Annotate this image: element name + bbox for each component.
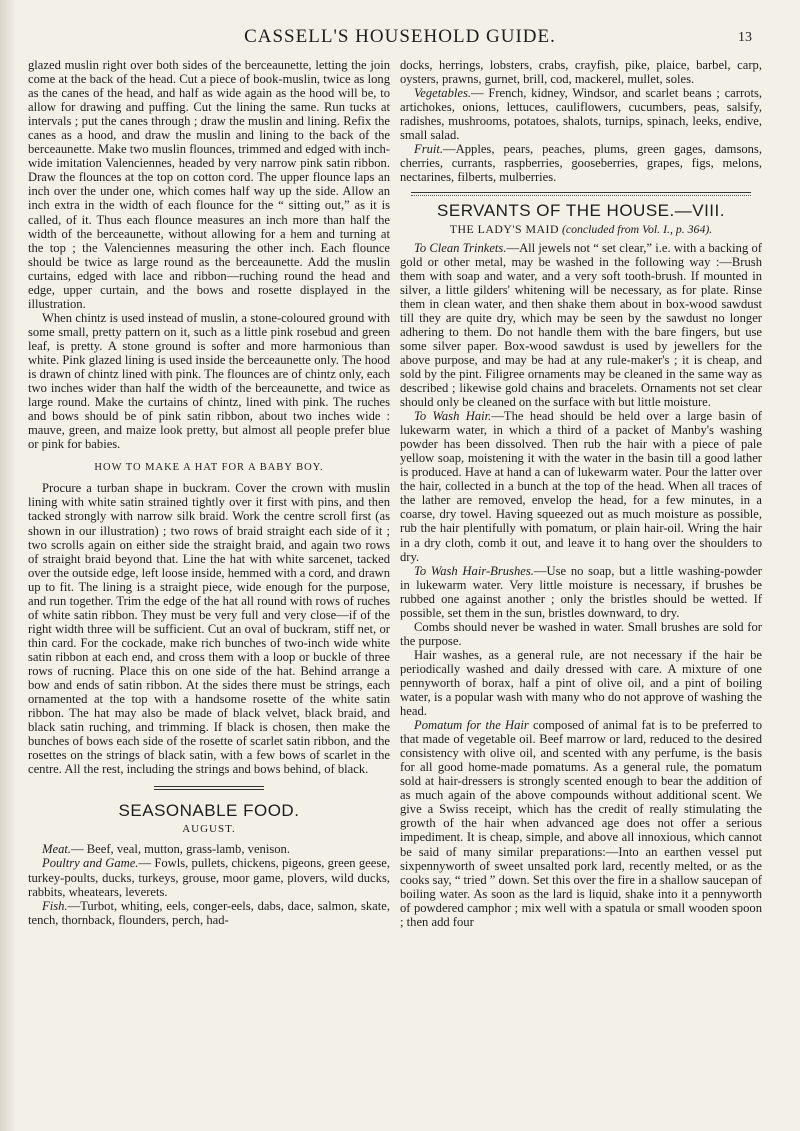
section-title-servants: SERVANTS OF THE HOUSE.—VIII. — [437, 201, 725, 221]
month-heading: AUGUST. — [182, 823, 236, 836]
paragraph: Procure a turban shape in buckram. Cover the crown with muslin lining with white satin strained tightly over it first with pins, and then tacked strongly with narrow silk braid. Work the centre scroll first (as shown in our illustration) ; two rows of braid straight each side of it ; two scrolls again on either side the straight braid, and again two rows of straight braid beyond that. Line the hat with white sarcenet, tacked over the outside edge, left loose inside, hemmed with a cord, and drawn up to fit. The lining is a straight piece, wide enough for the purpose, and run together. Trim the edge of the hat all round with rows of ruches of white satin ribbon. They must be very full and very close—if of the right width three will be sufficient. Cut an oval of buckram, stiff net, or thin card. For the cockade, make rich bunches of two-inch wide white satin ribbon at each end, and cross them with a loop or buckle of three rows of rucning. Place this on one side of the hat. Behind arrange a bow and ends of satin ribbon. At the sides there must be strings, each ornamented at the top with a handsome rosette of the white satin ribbon. The hat may also be made of black velvet, black braid, and black satin ruching, and trimming. If black is chosen, then make the bunches of bows each side of the rosette of scarlet satin ribbon, and the rosettes on the strings of black satin, with a few bows of scarlet in the centre. All the rest, including the strings and bows behind, of black. — [28, 481, 390, 777]
source-note: (concluded from Vol. I., p. 364). — [561, 222, 713, 237]
subsection-heading — [400, 222, 762, 236]
food-label: Vegetables. — [414, 86, 472, 101]
food-label: Poultry and Game. — [42, 856, 139, 871]
food-entry-fruit — [400, 142, 762, 184]
running-head — [0, 26, 800, 48]
entry-label: To Wash Hair. — [414, 409, 492, 424]
divider — [154, 786, 264, 790]
section-title-seasonable-food: SEASONABLE FOOD. — [118, 801, 300, 821]
food-entry-fish — [28, 899, 390, 927]
left-column — [28, 58, 390, 927]
running-title: CASSELL'S HOUSEHOLD GUIDE. — [244, 26, 556, 47]
paragraph: Hair washes, as a general rule, are not necessary if the hair be periodically washed and daily dressed with care. A mixture of one pennyworth of borax, half a pint of olive oil, and a pint of boiling water, is a popular wash with many who do not approve of washing the head. — [400, 647, 762, 719]
food-text: —Turbot, whiting, eels, conger-eels, dabs, dace, salmon, skate, tench, thornback, flounders, perch, had- — [28, 898, 390, 927]
entry-label: To Wash Hair-Brushes. — [414, 563, 534, 578]
food-entry-meat — [28, 842, 390, 856]
paragraph: glazed muslin right over both sides of the berceaunette, letting the join come at the back of the head. Cut a piece of book-muslin, twice as long as the canes of the head, and half as wide again as the hood will be, to allow for drawing and puffing. Cut the lining the same. Run tucks at intervals ; put the canes through ; draw the muslin and lining. Refix the canes as a hood, and draw the muslin and lining to the back of the berceaunette. Make two muslin flounces, trimmed and edged with inch-wide imitation Valenciennes, headed by very narrow pink satin ribbon. Draw the flounces at the top on cotton cord. The upper flounce laps an inch over the under one, which comes half way up the side. Allow an inch extra in the width of each flounce for the “ sitting out,” as it is called, of it. Thus each flounce measures an inch more than half the width of the berceaunette, without allowing for a hem and turning at the top ; the Valenciennes measuring the other inch. Each flounce should be twice as large round as the berceaunette. Add the muslin curtains, edged with lace and ribbon—ruching round the head and edge, upper curtain, and the bows and rosette displayed in the illustration. — [28, 58, 390, 311]
food-text: — Beef, veal, mutton, grass-lamb, venison. — [71, 842, 290, 857]
paragraph: docks, herrings, lobsters, crabs, crayfish, pike, plaice, barbel, carp, oysters, prawns, gurnet, brill, cod, mackerel, mullet, soles. — [400, 58, 762, 87]
entry-pomatum — [400, 718, 762, 929]
entry-wash-hair — [400, 409, 762, 564]
right-column — [400, 58, 762, 929]
food-label: Fish. — [42, 898, 68, 913]
binding-gutter — [0, 0, 14, 1131]
page-number: 13 — [738, 30, 752, 45]
lady-maid-heading: THE LADY'S MAID — [449, 222, 559, 237]
entry-trinkets — [400, 241, 762, 410]
divider — [411, 192, 751, 196]
entry-text: —All jewels not “ set clear,” i.e. with a backing of gold or other metal, may be washed in the following way :—Brush them with soap and water, and a very soft tooth-brush. If mounted in silver, a little gilders' whitening will be necessary, as for plate. Rinse them in clean water, and then shake them about in box-wood sawdust till they are quite dry, which may be seen by the sawdust no longer adhering to them. Do not handle them with the bare fingers, but use some silver paper. Box-wood sawdust is used by jewellers for the above purpose, and may be had at any rule-maker's ; it is cheap, and sold by the pint. Filigree ornaments may be cleaned in the same way as described ; likewise gold chains and bracelets. Ornaments not set clear should only be cleaned on the surface with but little moisture. — [400, 240, 762, 410]
food-text: — Fowls, pullets, chickens, pigeons, green geese, turkey-poults, ducks, turkeys, grouse, moor game, plovers, wild ducks, rabbits, wheatears, leverets. — [28, 856, 391, 899]
food-entry-poultry — [28, 856, 390, 898]
entry-text: —Use no soap, but a little washing-powder in lukewarm water. Very little moisture is necessary, if brushes be rubbed one against another ; only the bristles should be wetted. If possible, set them in the sun, bristles downward, to dry. — [400, 563, 762, 620]
food-label: Fruit. — [414, 142, 444, 157]
entry-text: composed of animal fat is to be preferred to that made of vegetable oil. Beef marrow or lard, reduced to the desired consistency with olive oil, and scented with any perfume, is the basis for all good home-made pomatums. As a general rule, the pomatum sold at hair-dressers is strongly scented enough to bear the addition of as much again of the above compounds without additional scent. We give a Swiss receipt, which has the credit of really stimulating the growth of the hair when advanced age does not offer a serious impediment. It is cheap, simple, and above all innoxious, which cannot be said of many similar preparations:—Into an earthen vessel put sixpennyworth of sweet unsalted pork lard, recently melted, or as the cooks say, “ tried ” down. Set this over the fire in a shallow saucepan of boiling water. As soon as the lard is liquid, shake into it a pennyworth of powdered camphor ; mix well with a spatula or small wooden spoon ; then add four — [400, 718, 762, 929]
paragraph: When chintz is used instead of muslin, a stone-coloured ground with some small, pretty pattern on it, such as a little pink rosebud and green leaf, is pretty. A stone ground is softer and more harmonious than white. Pink glazed lining is used inside the berceaunette only. The hood is drawn of chintz lined with pink. The flounces are of chintz only, each two inches wider than half the width of the berceaunette, and twice as large round. Make the curtains of chintz, lined with pink. The ruches and bows should be of pink satin ribbon, about two inches wide : mauve, green, and maize look pretty, but almost all people prefer blue or pink for babies. — [28, 310, 390, 452]
paragraph: Combs should never be washed in water. Small brushes are sold for the purpose. — [400, 619, 762, 648]
food-label: Meat. — [42, 842, 72, 857]
section-heading-hat: HOW TO MAKE A HAT FOR A BABY BOY. — [94, 462, 324, 474]
food-text: —Apples, pears, peaches, plums, green gages, damsons, cherries, currants, raspberries, gooseberries, grapes, figs, melons, nectarines, filberts, mulberries. — [400, 142, 762, 185]
entry-text: —The head should be held over a large basin of lukewarm water, in which a third of a packet of Manby's washing powder has been dissolved. Then rub the hair with a piece of pale yellow soap, moistening it with the water in the basin till a good lather is produced. Have at hand a can of lukewarm water. Pour the latter over the hair, collected in a bunch at the top of the head. When all traces of the lather are removed, envelop the head, for a few minutes, in a coarse, dry towel. Having squeezed out as much moisture as possible, rub the hair plentifully with pomatum, or plain hair-oil. Wring the hair in a dry cloth, comb it out, and leave it to hang over the shoulders to dry. — [400, 409, 762, 564]
entry-label: To Clean Trinkets. — [414, 240, 507, 255]
entry-hair-brushes — [400, 564, 762, 620]
entry-label: Pomatum for the Hair — [414, 718, 529, 733]
food-entry-vegetables — [400, 86, 762, 142]
food-text: — French, kidney, Windsor, and scarlet beans ; carrots, artichokes, onions, lettuces, cauliflowers, cucumbers, peas, salsify, radishes, mushrooms, potatoes, shalots, turnips, spinach, leeks, endive, small salad. — [400, 86, 762, 143]
